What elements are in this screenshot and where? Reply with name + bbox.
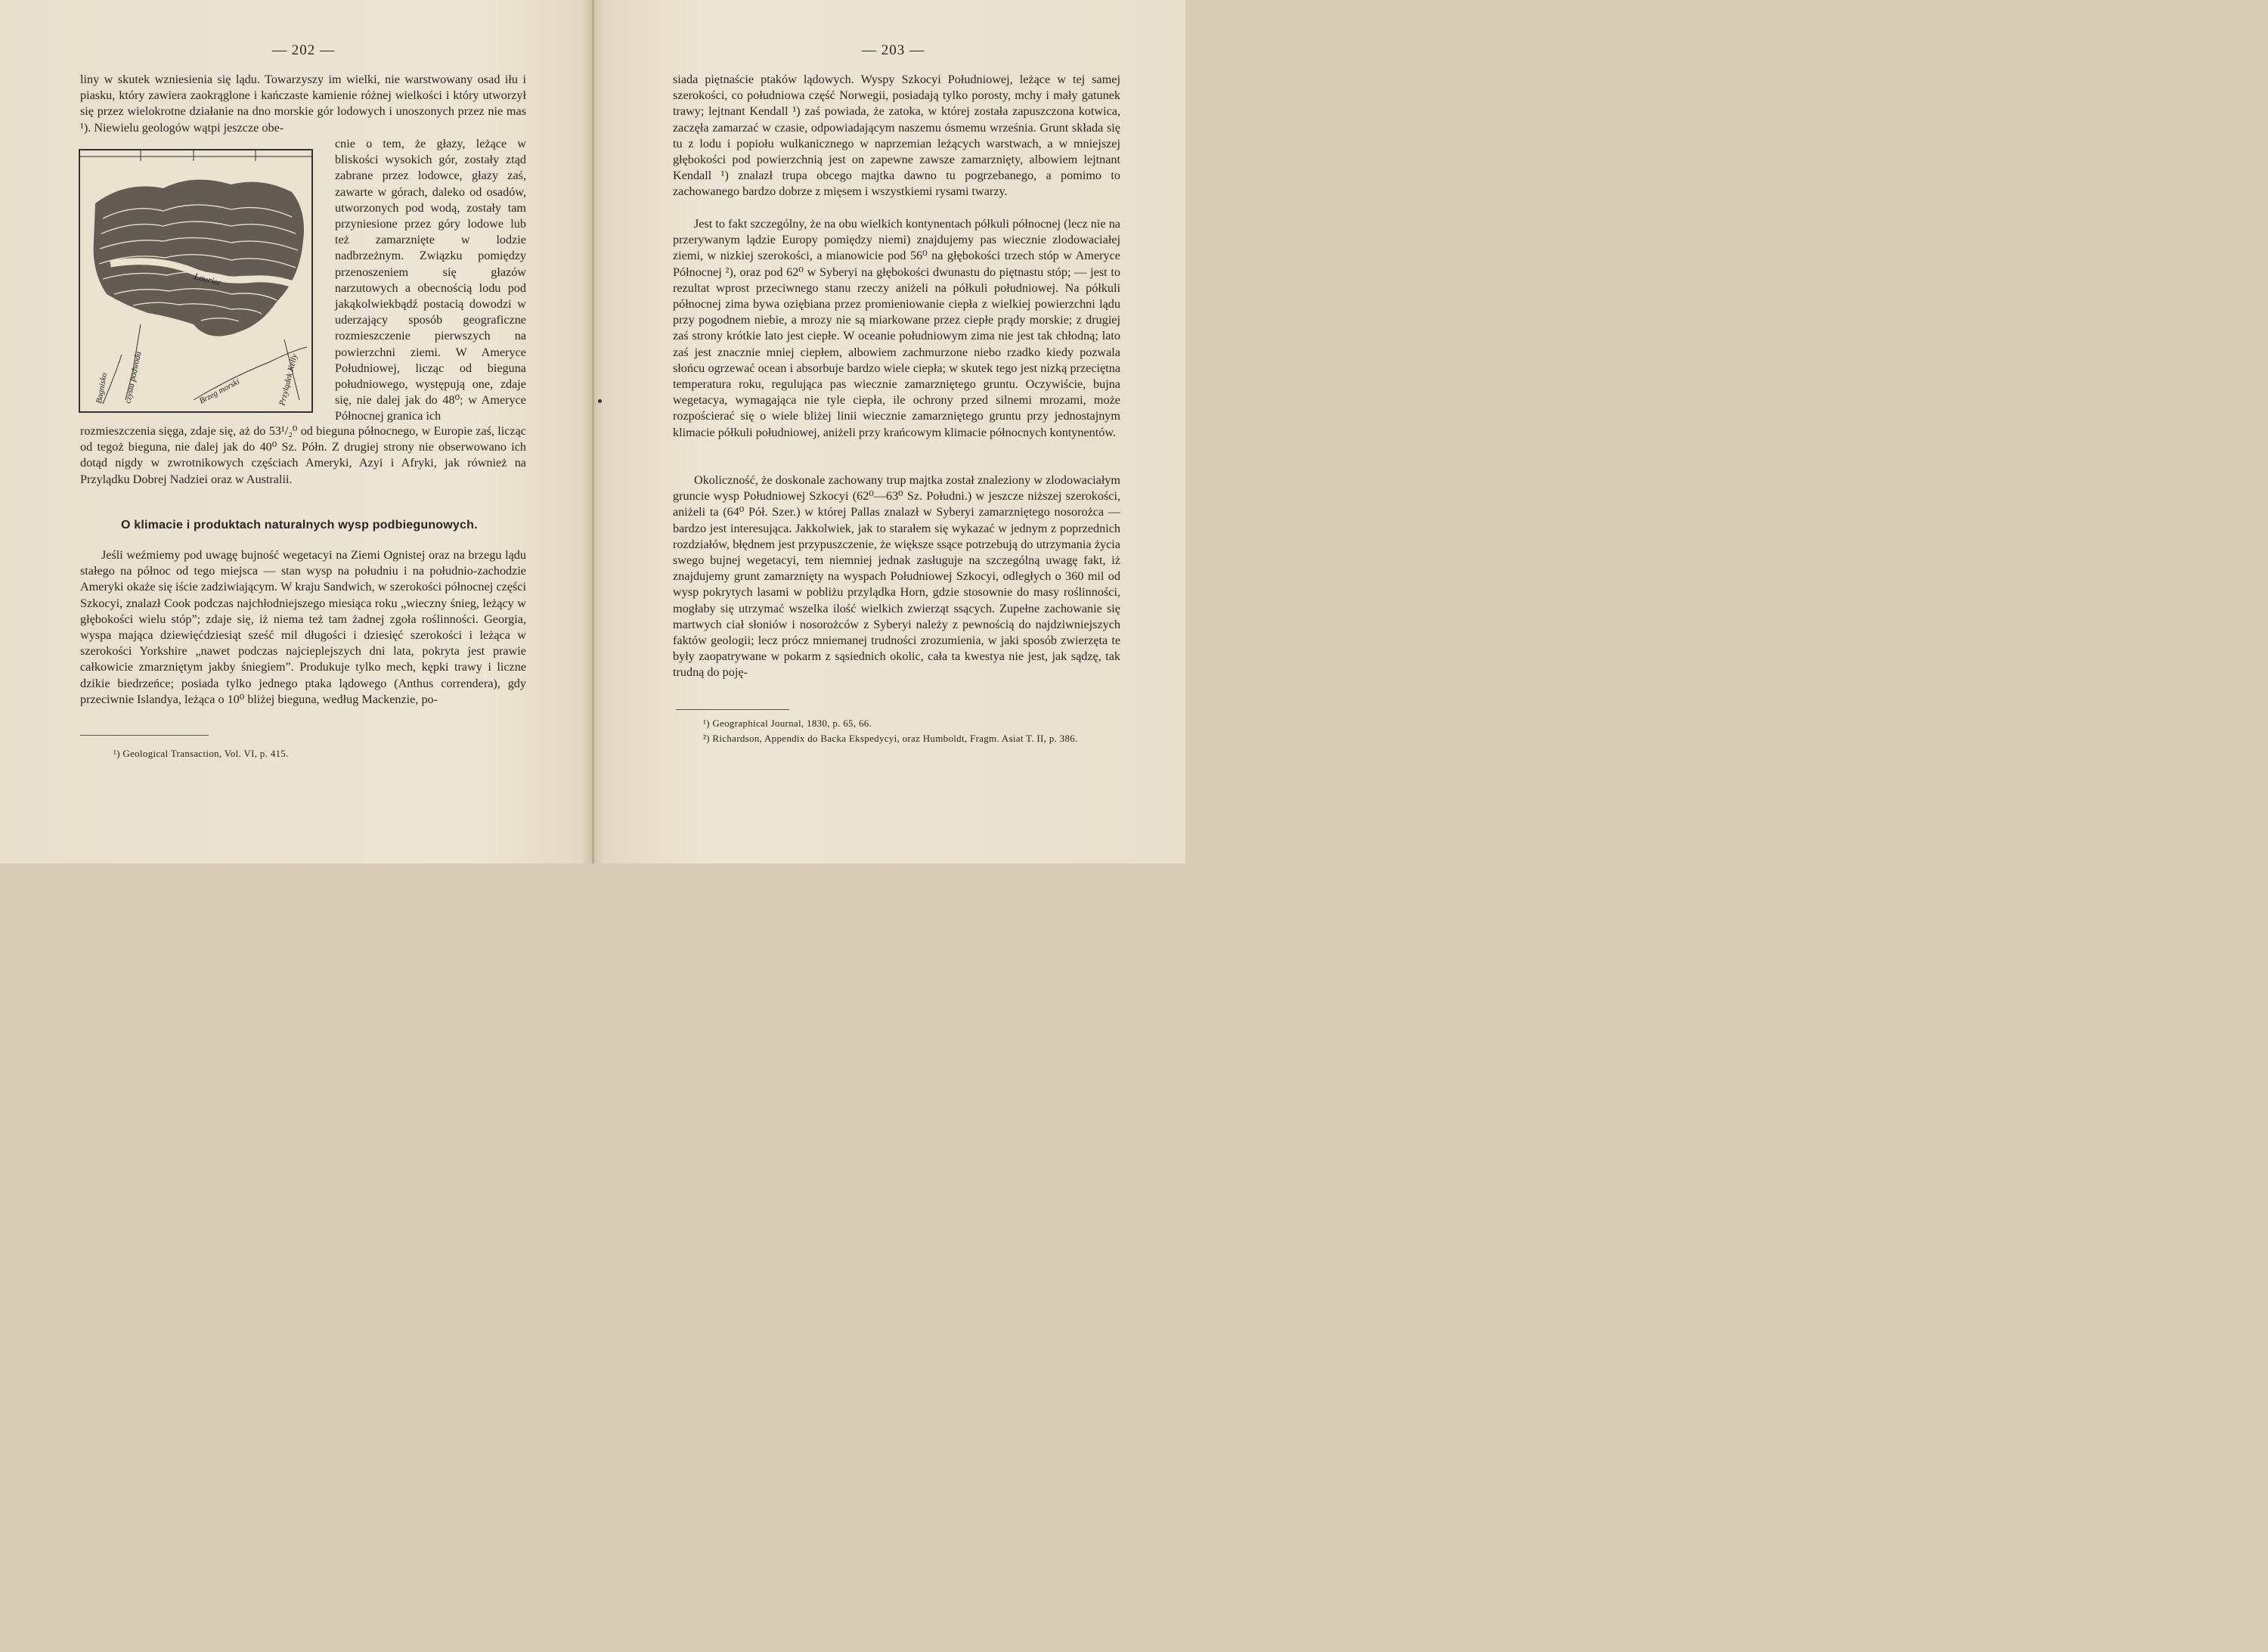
map-label: Laurier <box>193 271 223 288</box>
map-label: Przylądek Kelly <box>277 352 299 407</box>
paragraph-text: rozmieszczenia sięga, zdaje się, aż do 53¹/₂⁰ od bieguna północnego, w Europie zaś, licząc od tegoż bieguna, nie dalej jak do 40⁰ Sz. Półn. Z drugiej strony nie obserwowano ich dotąd nigdy w zwrotnikowych częściach Ameryki, Azyi i Afryki, jak również na Przylądku Dobrej Nadziei oraz w Australii. <box>80 424 526 486</box>
footnote-rule <box>80 735 209 736</box>
section-heading: O klimacie i produktach naturalnych wysp podbiegunowych. <box>121 519 478 532</box>
map-illustration <box>80 150 311 411</box>
paragraph-text: Okoliczność, że doskonale zachowany trup majtka został znaleziony w zlodowaciałym gruncie wysp Południowej Szkocyi (62⁰—63⁰ Sz. Południ.) w jeszcze niższej szerokości, aniżeli ta (64⁰ Pół. Szer.) w której Pallas znalazł w Syberyi zamarzniętego nosorożca — bardzo jest interesująca. Jakkolwiek, jak to starałem się wykazać w jednym z poprzednich rozdziałów, błędnem jest przypuszczenie, że większe ssące potrzebują do utrzymania życia swego bujnej wegetacyi, tem niemniej jednak zasługuje na szczególną uwagę fakt, iż znajdujemy grunt zamarznięty na wyspach Południowej Szkocyi, odległych o 360 mil od wysp pokrytych lasami w pobliżu przylądka Horn, gdzie stosownie do masy roślinności, mogłaby się utrzymać wszelka ilość wielkich zwierząt ssących. Zupełne zachowanie się martwych ciał słoniów i nosorożców z Syberyi należy z pewnością do najdziwniejszych faktów geologii; lecz prócz mniemanej trudności zrozumienia, w jaki sposób zwierzęta te były zaopatrywane w pokarm z sąsiednich okolic, cała ta kwestya nie jest, jak sądzę, tak trudną do poję- <box>673 473 1120 680</box>
map-figure <box>79 149 313 413</box>
paragraph-text: Jeśli weźmiemy pod uwagę bujność wegetacyi na Ziemi Ognistej oraz na brzegu lądu stałego na północ od tego miejsca — stan wysp na południu i na południo-zachodzie Ameryki okaże się iście zadziwiającym. W kraju Sandwich, w szerokości północnej części Szkocyi, znalazł Cook podczas najchłodniejszego miesiąca roku „wieczny śnieg, leżący w głębokości wielu stóp”; zdaje się, iż niema też tam żadnej zgoła roślinności. Georgia, wyspa mająca dziewięćdziesiąt sześć mil długości i dziesięć szerokości i leżąca w szerokości Yorkshire „nawet podczas najcieplejszych dni lata, pokryta jest prawie całkowicie zmarzniętym jakby śniegiem”. Produkuje tylko mech, kępki trawy i liczne dzikie biedrzeńce; posiada tylko jednego ptaka lądowego (Anthus correndera), gdy przeciwnie Islandya, leżąca o 10⁰ bliżej bieguna, według Mackenzie, po- <box>80 548 526 706</box>
footnote-rule <box>676 709 789 710</box>
paragraph <box>673 473 1120 681</box>
footnote: ¹) Geological Transaction, Vol. VI, p. 415. <box>113 748 289 759</box>
footnote: ¹) Geographical Journal, 1830, p. 65, 66. <box>703 718 872 729</box>
paragraph <box>673 72 1120 200</box>
paragraph-text: siada piętnaście ptaków lądowych. Wyspy Szkocyi Południowej, leżące w tej samej szerokości, co południowa część Norwegii, posiadają tylko porosty, mchy i mały gatunek trawy; lejtnant Kendall ¹) zaś powiada, że zatoka, w której została zapuszczona kotwica, zaczęła zamarzać w czasie, odpowiadającym naszemu ósmemu września. Grunt składa się tu z lodu i popiołu wulkanicznego w naprzemian leżących warstwach, a w mniejszej głębokości pod powierzchnią jest on zapewne zawsze zamarznięty, albowiem lejtnant Kendall ¹) znalazł trupa obcego majtka dawno tu pogrzebanego, a pomimo to zachowanego bardzo dobrze z mięsem i wszystkiemi rysami twarzy. <box>673 73 1120 199</box>
paragraph <box>80 72 526 136</box>
footnote: ²) Richardson, Appendix do Backa Ekspedycyi, oraz Humboldt, Fragm. Asiat T. II, p. 386. <box>703 733 1078 744</box>
page-number: — 203 — <box>862 42 925 58</box>
paragraph-continuation <box>80 423 526 488</box>
map-label: Brzeg morski <box>197 377 241 406</box>
paragraph-text: cnie o tem, że głazy, leżące w bliskości wysokich gór, zostały ztąd zabrane przez lodowce, głazy zaś, zawarte w górach, daleko od osadów, utworzonych pod wodą, zostały tam przyniesione przez góry lodowe lub też zamarznięte w lodzie nadbrzeżnym. Związku pomiędzy przenoszeniem się głazów narzutowych a obecnością lodu pod jakąkolwiekbądź postacią dowodzi w uderzający sposób geograficzne rozmieszczenie pierwszych na powierzchni ziemi. W Ameryce Południowej, licząc od bieguna południowego, występują one, zdaje się, nie dalej jak do 48⁰; w Ameryce Północnej granica ich <box>335 137 526 423</box>
map-label: Bagnisko <box>94 372 110 404</box>
paragraph-text: Jest to fakt szczególny, że na obu wielkich kontynentach półkuli północnej (lecz nie na przerywanym lądzie Europy pomiędzy niemi) znajdujemy pas wiecznie zlodowaciałej ziemi, w nizkiej szerokości, a mianowicie pod 56⁰ na głębokości trzech stóp w Ameryce Północnej ²), oraz pod 62⁰ w Syberyi na głębokości dwunastu do piętnastu stóp; — jest to rezultat wprost przeciwnego stanu rzeczy aniżeli na półkuli południowej. Na półkuli północnej zima bywa oziębiana przez promieniowanie ciepła z wielkiej powierzchni lądu przy pogodnem niebie, a mrozy nie są miarkowane przez ciepłe prądy morskie; z drugiej zaś strony krótkie lato jest ciepłe. W oceanie południowym zima nie jest tak chłodną; lato zaś jest znacznie mniej ciepłem, albowiem zachmurzone niebo rzadko kiedy pozwala słońcu ogrzewać ocean i absorbuje bardzo wiele ciepła; w skutek tego jest nizką przeciętna temperatura roku, regulująca pas wiecznie zamarzniętego gruntu. Oczywiście, bujna wegetacya, wymagająca nie tyle ciepła, ile ochrony przed silnemi mrozami, może rozpościerać się o wiele bliżej linii wiecznie zamarzniętego gruntu przy jednostajnym klimacie półkuli południowej, aniżeli przy krańcowym klimacie północnych kontynentów. <box>673 217 1120 439</box>
right-page <box>593 0 1185 863</box>
paragraph-text: liny w skutek wzniesienia się lądu. Towarzyszy im wielki, nie warstwowany osad iłu i piasku, który zawiera zaokrąglone i kańczaste kamienie różnej wielkości i który utworzył się przez wielokrotne działanie na dno morskie gór lodowych i unoszonych przez nie mas ¹). Niewielu geologów wątpi jeszcze obe- <box>80 73 526 135</box>
left-page <box>0 0 593 863</box>
page-number: — 202 — <box>272 42 335 58</box>
paragraph <box>80 547 526 708</box>
paragraph <box>673 216 1120 441</box>
paragraph-beside-map <box>335 136 526 425</box>
map-label: czysta podwoda <box>123 350 144 404</box>
